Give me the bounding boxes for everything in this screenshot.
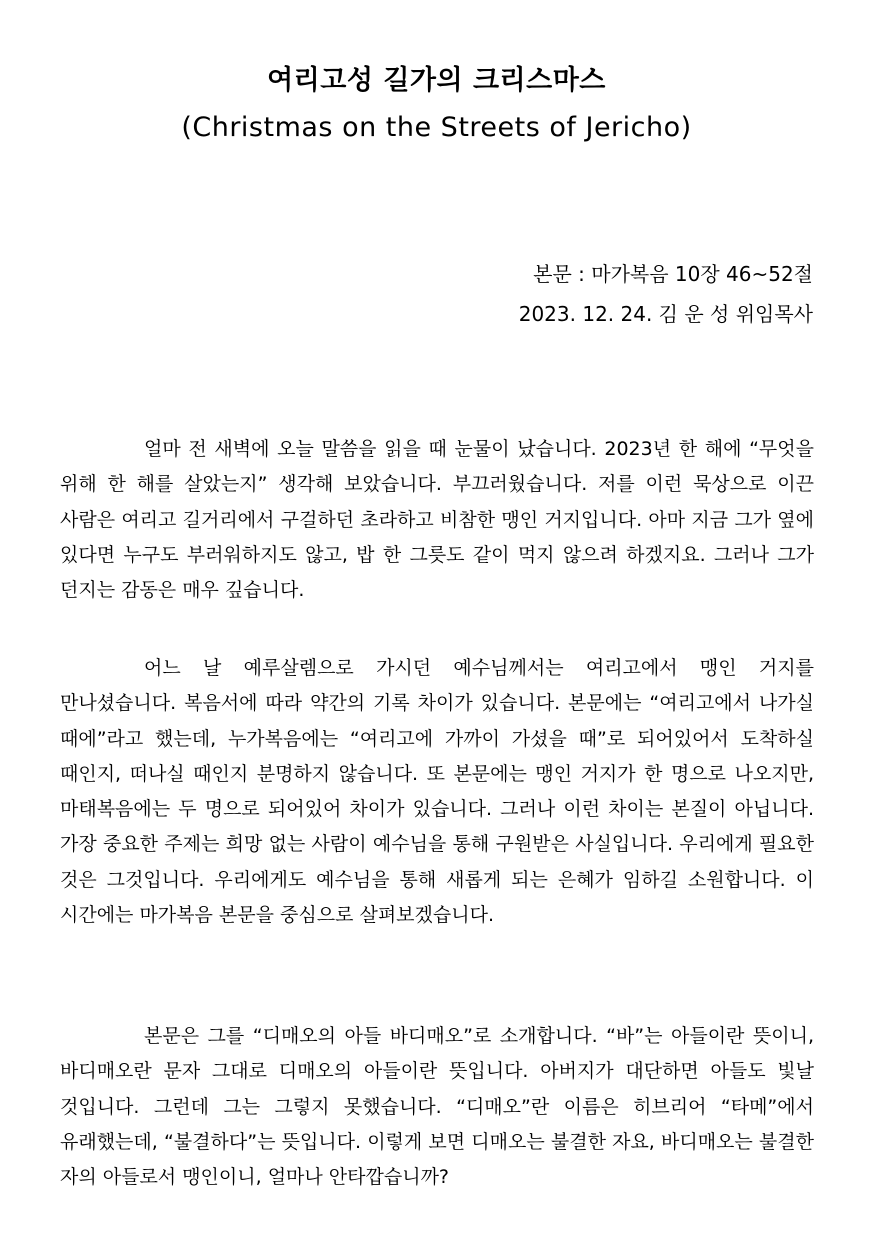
scripture-reference: 본문 : 마가복음 10장 46~52절 [533,262,813,286]
paragraph-3: 본문은 그를 “디매오의 아들 바디매오”로 소개합니다. “바”는 아들이란 뜻이니, 바디매오란 문자 그대로 디매오의 아들이란 뜻입니다. 아버지가 대단하면 아들도 빛날 것입니다. 그런데 그는 그렇지 못했습니다. “디매오”란 이름은 히브리어 “타메”에서 유래했는데, “불결하다”는 뜻입니다. 이렇게 보면 디매오는 불결한 자요, 바디매오는 불결한 자의 아들로서 맹인이니, 얼마나 안타깝습니까? [60,1025,814,1189]
paragraph-2: 어느 날 예루살렘으로 가시던 예수님께서는 여리고에서 맹인 거지를 만나셨습니다. 복음서에 따라 약간의 기록 차이가 있습니다. 본문에는 “여리고에서 나가실 때에”라고 했는데, 누가복음에는 “여리고에 가까이 가셨을 때”로 되어있어서 도착하실 때인지, 떠나실 때인지 분명하지 않습니다. 또 본문에는 맹인 거지가 한 명으로 나오지만, 마태복음에는 두 명으로 되어있어 차이가 있습니다. 그러나 이런 차이는 본질이 아닙니다. 가장 중요한 주제는 희망 없는 사람이 예수님을 통해 구원받은 사실입니다. 우리에게 필요한 것은 그것입니다. 우리에게도 예수님을 통해 새롭게 되는 은혜가 임하길 소원합니다. 이 시간에는 마가복음 본문을 중심으로 살펴보겠습니다. [60,657,814,927]
title-english: (Christmas on the Streets of Jericho) [181,112,692,143]
paragraph-1: 얼마 전 새벽에 오늘 말씀을 읽을 때 눈물이 났습니다. 2023년 한 해에 “무엇을 위해 한 해를 살았는지” 생각해 보았습니다. 부끄러웠습니다. 저를 이런 묵상으로 이끈 사람은 여리고 길거리에서 구걸하던 초라하고 비참한 맹인 거지입니다. 아마 지금 그가 옆에 있다면 누구도 부러워하지도 않고, 밥 한 그릇도 같이 먹지 않으려 하겠지요. 그러나 그가 던지는 감동은 매우 깊습니다. [60,438,814,602]
title-korean: 여리고성 길가의 크리스마스 [267,65,606,96]
date-author: 2023. 12. 24. 김 운 성 위임목사 [518,302,813,326]
